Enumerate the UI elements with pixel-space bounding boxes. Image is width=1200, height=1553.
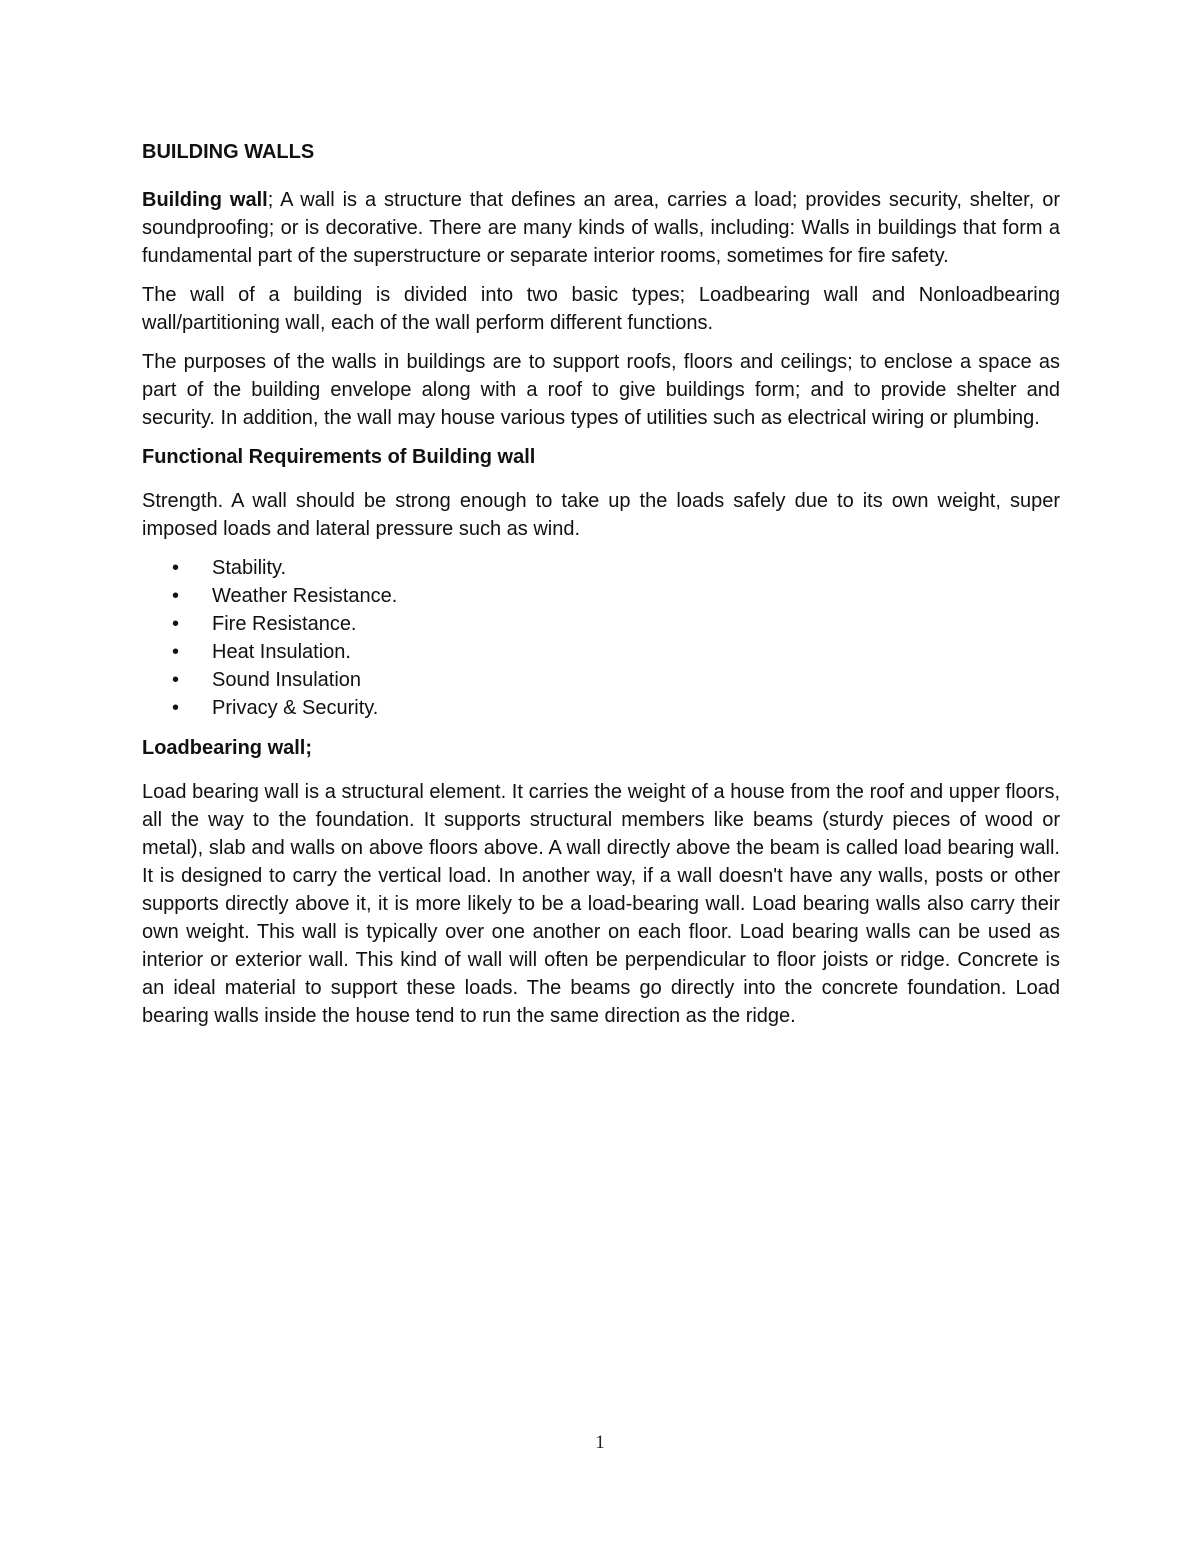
loadbearing-heading-lead: Loadbearing wall: [142, 737, 306, 759]
list-item-text: Weather Resistance.: [212, 585, 398, 607]
loadbearing-paragraph: Load bearing wall is a structural element. It carries the weight of a house from the roof and upper floors, all the way to the foundation. It supports structural members like beams (sturdy pieces of wood or metal), slab and walls on above floors above. A wall directly above the beam is called load bearing wall. It is designed to carry the vertical load. In another way, if a wall doesn't have any walls, posts or other supports directly above it, it is more likely to be a load-bearing wall. Load bearing walls also carry their own weight. This wall is typically over one another on each floor. Load bearing walls can be used as interior or exterior wall. This kind of wall will often be perpendicular to floor joists or ridge. Concrete is an ideal material to support these loads. The beams go directly into the concrete foundation. Load bearing walls inside the house tend to run the same direction as the ridge.: [142, 781, 1060, 1027]
list-item: [142, 610, 1060, 638]
list-item: [142, 638, 1060, 666]
wall-purposes-paragraph: The purposes of the walls in buildings are to support roofs, floors and ceilings; to enclose a space as part of the building envelope along with a roof to give buildings form; and to provide shelter and security. In addition, the wall may house various types of utilities such as electrical wiring or plumbing.: [142, 351, 1060, 429]
bullet-icon: •: [172, 669, 180, 691]
requirements-list: [142, 554, 1060, 722]
bullet-icon: •: [172, 557, 180, 579]
document-title: BUILDING WALLS: [142, 141, 315, 163]
list-item: [142, 554, 1060, 582]
list-item-text: Privacy & Security.: [212, 697, 379, 719]
list-item: [142, 666, 1060, 694]
list-item-text: Heat Insulation.: [212, 641, 351, 663]
strength-paragraph: Strength. A wall should be strong enough to take up the loads safely due to its own weight, super imposed loads and lateral pressure such as wind.: [142, 490, 1060, 540]
list-item-text: Fire Resistance.: [212, 613, 357, 635]
functional-requirements-heading: Functional Requirements of Building wall: [142, 446, 536, 468]
loadbearing-heading: [142, 734, 1060, 762]
list-item: [142, 694, 1060, 722]
wall-types-paragraph: The wall of a building is divided into two basic types; Loadbearing wall and Nonloadbearing wall/partitioning wall, each of the wall perform different functions.: [142, 284, 1060, 334]
list-item: [142, 582, 1060, 610]
list-item-text: Stability.: [212, 557, 287, 579]
intro-lead: Building wall: [142, 189, 268, 211]
document-page: [142, 138, 1060, 1041]
bullet-icon: •: [172, 613, 180, 635]
page-number: 1: [595, 1432, 605, 1453]
loadbearing-heading-suffix: ;: [305, 737, 313, 759]
bullet-icon: •: [172, 697, 180, 719]
intro-text: ; A wall is a structure that defines an area, carries a load; provides security, shelter, or soundproofing; or is decorative. There are many kinds of walls, including: Walls in buildings that form a fundamental part of the superstructure or separate interior rooms, sometimes for fire safety.: [142, 189, 1060, 267]
bullet-icon: •: [172, 641, 180, 663]
list-item-text: Sound Insulation: [212, 669, 362, 691]
bullet-icon: •: [172, 585, 180, 607]
intro-paragraph: [142, 186, 1060, 270]
